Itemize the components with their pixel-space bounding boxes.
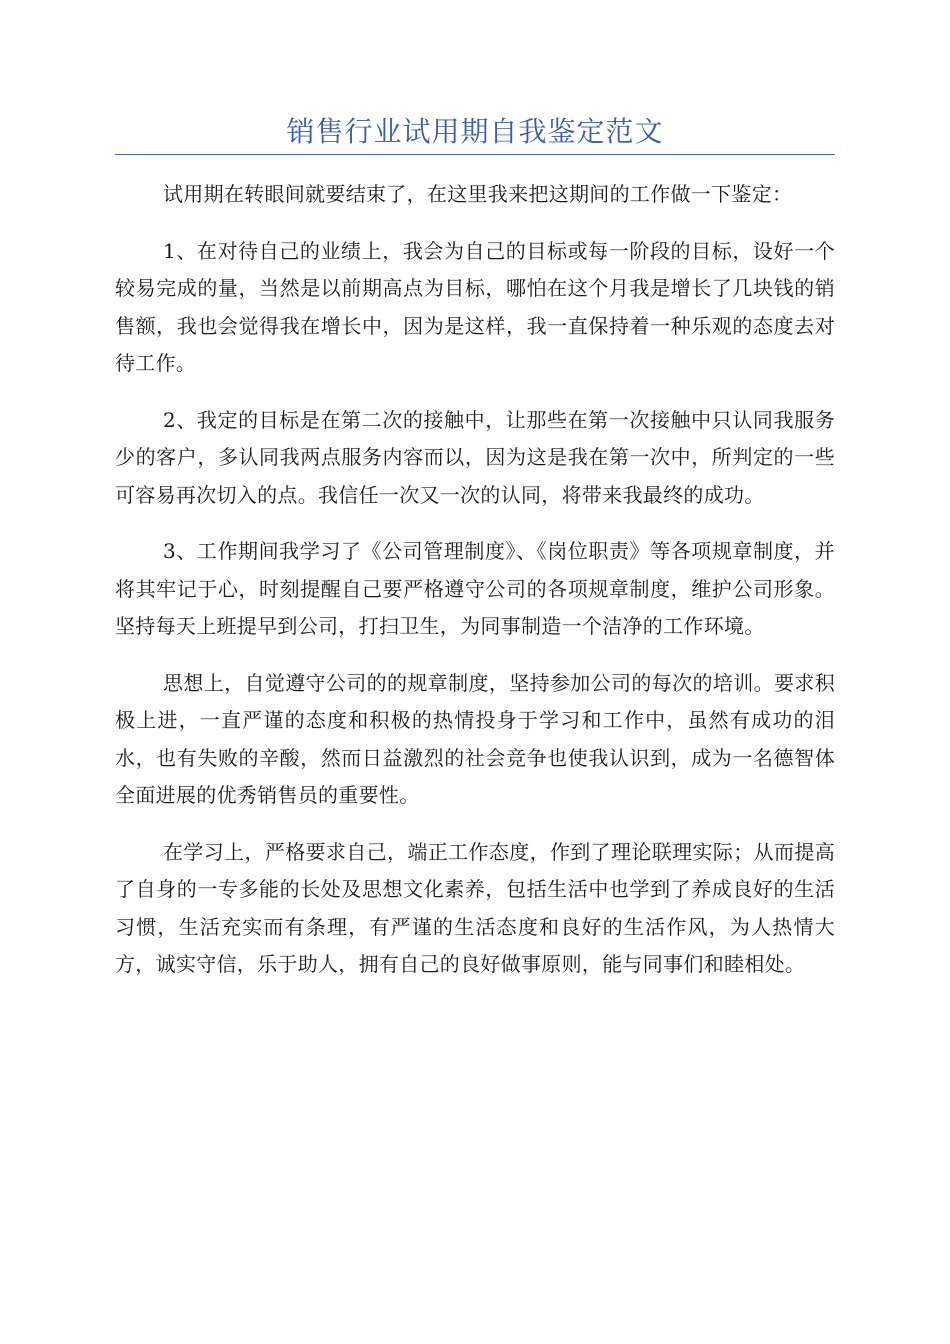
title-underline [115, 154, 835, 155]
paragraph-thought: 思想上，自觉遵守公司的的规章制度，坚持参加公司的每次的培训。要求积极上进，一直严谨的态度和积极的热情投身于学习和工作中，虽然有成功的泪水，也有失败的辛酸，然而日益激烈的社会竞争也使我认识到，成为一名德智体全面进展的优秀销售员的重要性。 [115, 670, 835, 807]
paragraph-intro: 试用期在转眼间就要结束了，在这里我来把这期间的工作做一下鉴定： [163, 182, 793, 206]
paragraph-study: 在学习上，严格要求自己，端正工作态度，作到了理论联理实际；从而提高了自身的一专多能的长处及思想文化素养，包括生活中也学到了养成良好的生活习惯，生活充实而有条理，有严谨的生活态度和良好的生活作风，为人热情大方，诚实守信，乐于助人，拥有自己的良好做事原则，能与同事们和睦相处。 [115, 839, 835, 976]
document-body [115, 176, 835, 1003]
document-title: 销售行业试用期自我鉴定范文 [286, 115, 664, 148]
paragraph-point-3: 3、工作期间我学习了《公司管理制度》、《岗位职责》等各项规章制度，并将其牢记于心，时刻提醒自己要严格遵守公司的各项规章制度，维护公司形象。坚持每天上班提早到公司，打扫卫生，为同事制造一个洁净的工作环境。 [115, 539, 835, 638]
paragraph-point-2: 2、我定的目标是在第二次的接触中，让那些在第一次接触中只认同我服务少的客户，多认同我两点服务内容而以，因为这是我在第一次中，所判定的一些可容易再次切入的点。我信任一次又一次的认同，将带来我最终的成功。 [115, 407, 835, 507]
paragraph-point-1: 1、在对待自己的业绩上，我会为自己的目标或每一阶段的目标，设好一个较易完成的量，当然是以前期高点为目标，哪怕在这个月我是增长了几块钱的销售额，我也会觉得我在增长中，因为是这样，我一直保持着一种乐观的态度去对待工作。 [115, 238, 835, 375]
